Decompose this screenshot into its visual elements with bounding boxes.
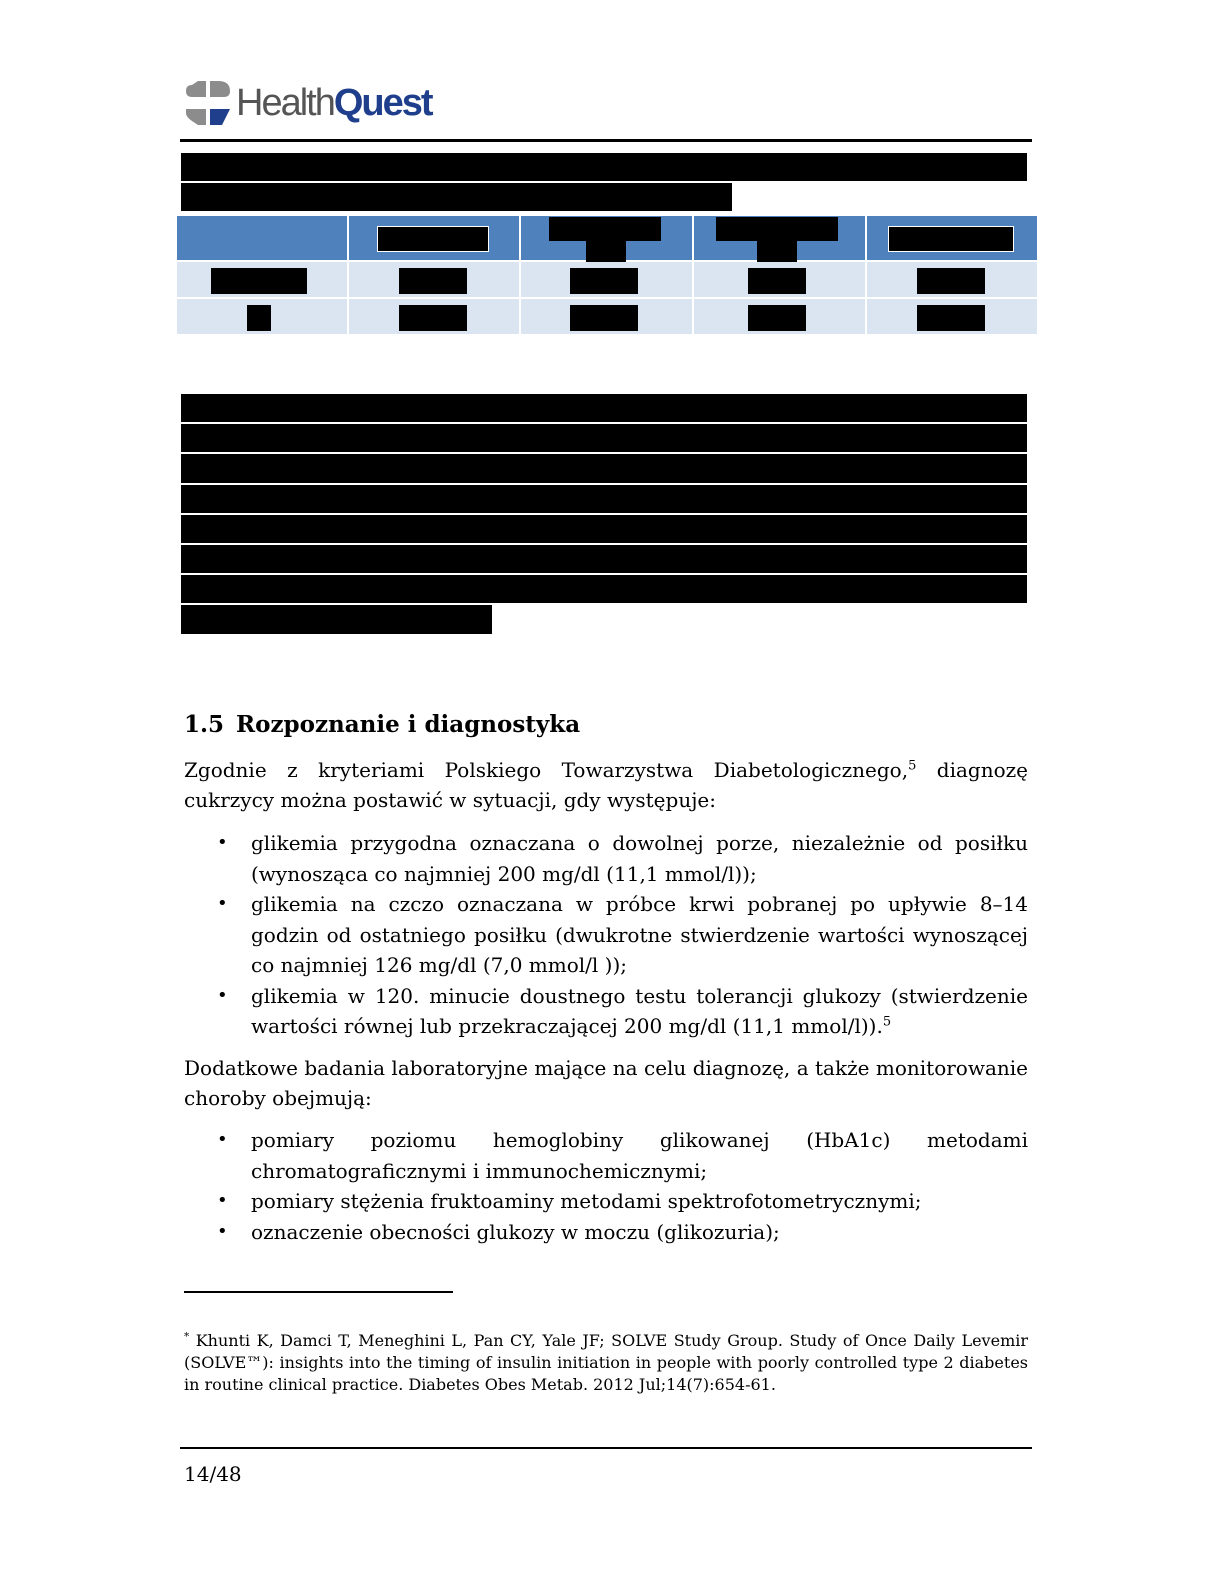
footnote-marker: *: [184, 1330, 190, 1343]
redacted-text-line: [181, 575, 1027, 603]
laboratory-tests-list: [184, 1125, 1028, 1247]
table-cell: [693, 261, 866, 298]
list-item: • glikemia przygodna oznaczana o dowolnej porze, niezależnie od posiłku (wynosząca co najmniej 200 mg/dl (11,1 mmol/l));: [184, 828, 1028, 889]
additional-tests-paragraph: Dodatkowe badania laboratoryjne mające na celu diagnozę, a także monitorowanie choroby obejmują:: [184, 1056, 1028, 1110]
reference-marker: 5: [908, 758, 917, 774]
redacted-cell: [757, 241, 797, 263]
redacted-text-line: [181, 545, 1027, 573]
redacted-cell: [570, 268, 638, 294]
table-cell: [520, 298, 693, 335]
redacted-cell: [247, 305, 271, 331]
redacted-text-line: [181, 485, 1027, 513]
redacted-cell: [399, 305, 467, 331]
diagnostic-criteria-list: [184, 828, 1028, 1042]
list-item: • glikemia na czczo oznaczana w próbce krwi pobranej po upływie 8–14 godzin od ostatniego posiłku (dwukrotne stwierdzenie wartości wynoszącej co najmniej 126 mg/dl (7,0 mmol/l ));: [184, 889, 1028, 981]
footnote: * Khunti K, Damci T, Meneghini L, Pan CY, Yale JF; SOLVE Study Group. Study of Once Daily Levemir (SOLVE™): insights into the timing of insulin initiation in people with poorly controlled type 2 diabetes in routine clinical practice. Diabetes Obes Metab. 2012 Jul;14(7):654-61.: [184, 1330, 1028, 1394]
redacted-text-line: [181, 424, 1027, 452]
redacted-cell: [748, 268, 806, 294]
redacted-cell: [748, 305, 806, 331]
table-cell: [176, 261, 348, 298]
redacted-text-line: [181, 454, 1027, 483]
redacted-cell: [377, 226, 489, 252]
table-cell: [693, 298, 866, 335]
table-header-cell: [520, 215, 693, 261]
redacted-cell: [917, 305, 985, 331]
redacted-caption-line: [181, 183, 732, 211]
footer-rule: [180, 1447, 1032, 1449]
redacted-caption-line: [181, 153, 1027, 181]
table-cell: [348, 298, 520, 335]
reference-marker: 5: [882, 1014, 892, 1030]
table-header-cell: [693, 215, 866, 261]
redacted-cell: [570, 305, 638, 331]
section-number: 1.5: [184, 711, 225, 738]
list-item: • pomiary stężenia fruktoaminy metodami spektrofotometrycznymi;: [184, 1186, 1028, 1217]
list-item: • glikemia w 120. minucie doustnego testu tolerancji glukozy (stwierdzenie wartości równej lub przekraczającej 200 mg/dl (11,1 mmol/l)).$^5$: [184, 981, 1028, 1042]
table-row: [176, 261, 1038, 298]
table-cell: [520, 261, 693, 298]
redacted-cell: [888, 226, 1014, 252]
list-item: • pomiary poziomu hemoglobiny glikowanej (HbA1c) metodami chromatograficznymi i immunochemicznymi;: [184, 1125, 1028, 1186]
list-item: • oznaczenie obecności glukozy w moczu (glikozuria);: [184, 1217, 1028, 1248]
logo-cross-icon: [184, 79, 232, 127]
table-cell: [866, 298, 1038, 335]
intro-paragraph: Zgodnie z kryteriami Polskiego Towarzystwa Diabetologicznego,$^5$ diagnozę cukrzycy można postawić w sytuacji, gdy występuje:: [184, 758, 1029, 812]
redacted-data-table: [175, 214, 1039, 336]
header-rule: [180, 139, 1032, 142]
logo-wordmark: HealthQuest: [236, 82, 432, 124]
redacted-cell: [549, 217, 661, 241]
section-heading: [184, 711, 580, 738]
table-cell: [176, 298, 348, 335]
healthquest-logo: [184, 78, 432, 128]
page-number: 14/48: [184, 1462, 242, 1486]
table-header-cell: [348, 215, 520, 261]
footnote-separator: [184, 1291, 453, 1293]
table-row: [176, 298, 1038, 335]
redacted-cell: [586, 241, 626, 263]
redacted-cell: [211, 268, 307, 294]
redacted-cell: [716, 217, 838, 241]
table-header-cell: [866, 215, 1038, 261]
table-cell: [348, 261, 520, 298]
table-header-cell: [176, 215, 348, 261]
redacted-text-line: [181, 605, 492, 634]
redacted-text-line: [181, 515, 1027, 543]
section-title: Rozpoznanie i diagnostyka: [236, 711, 581, 738]
table-header-row: [176, 215, 1038, 261]
redacted-text-line: [181, 394, 1027, 422]
redacted-cell: [917, 268, 985, 294]
table-cell: [866, 261, 1038, 298]
redacted-cell: [399, 268, 467, 294]
